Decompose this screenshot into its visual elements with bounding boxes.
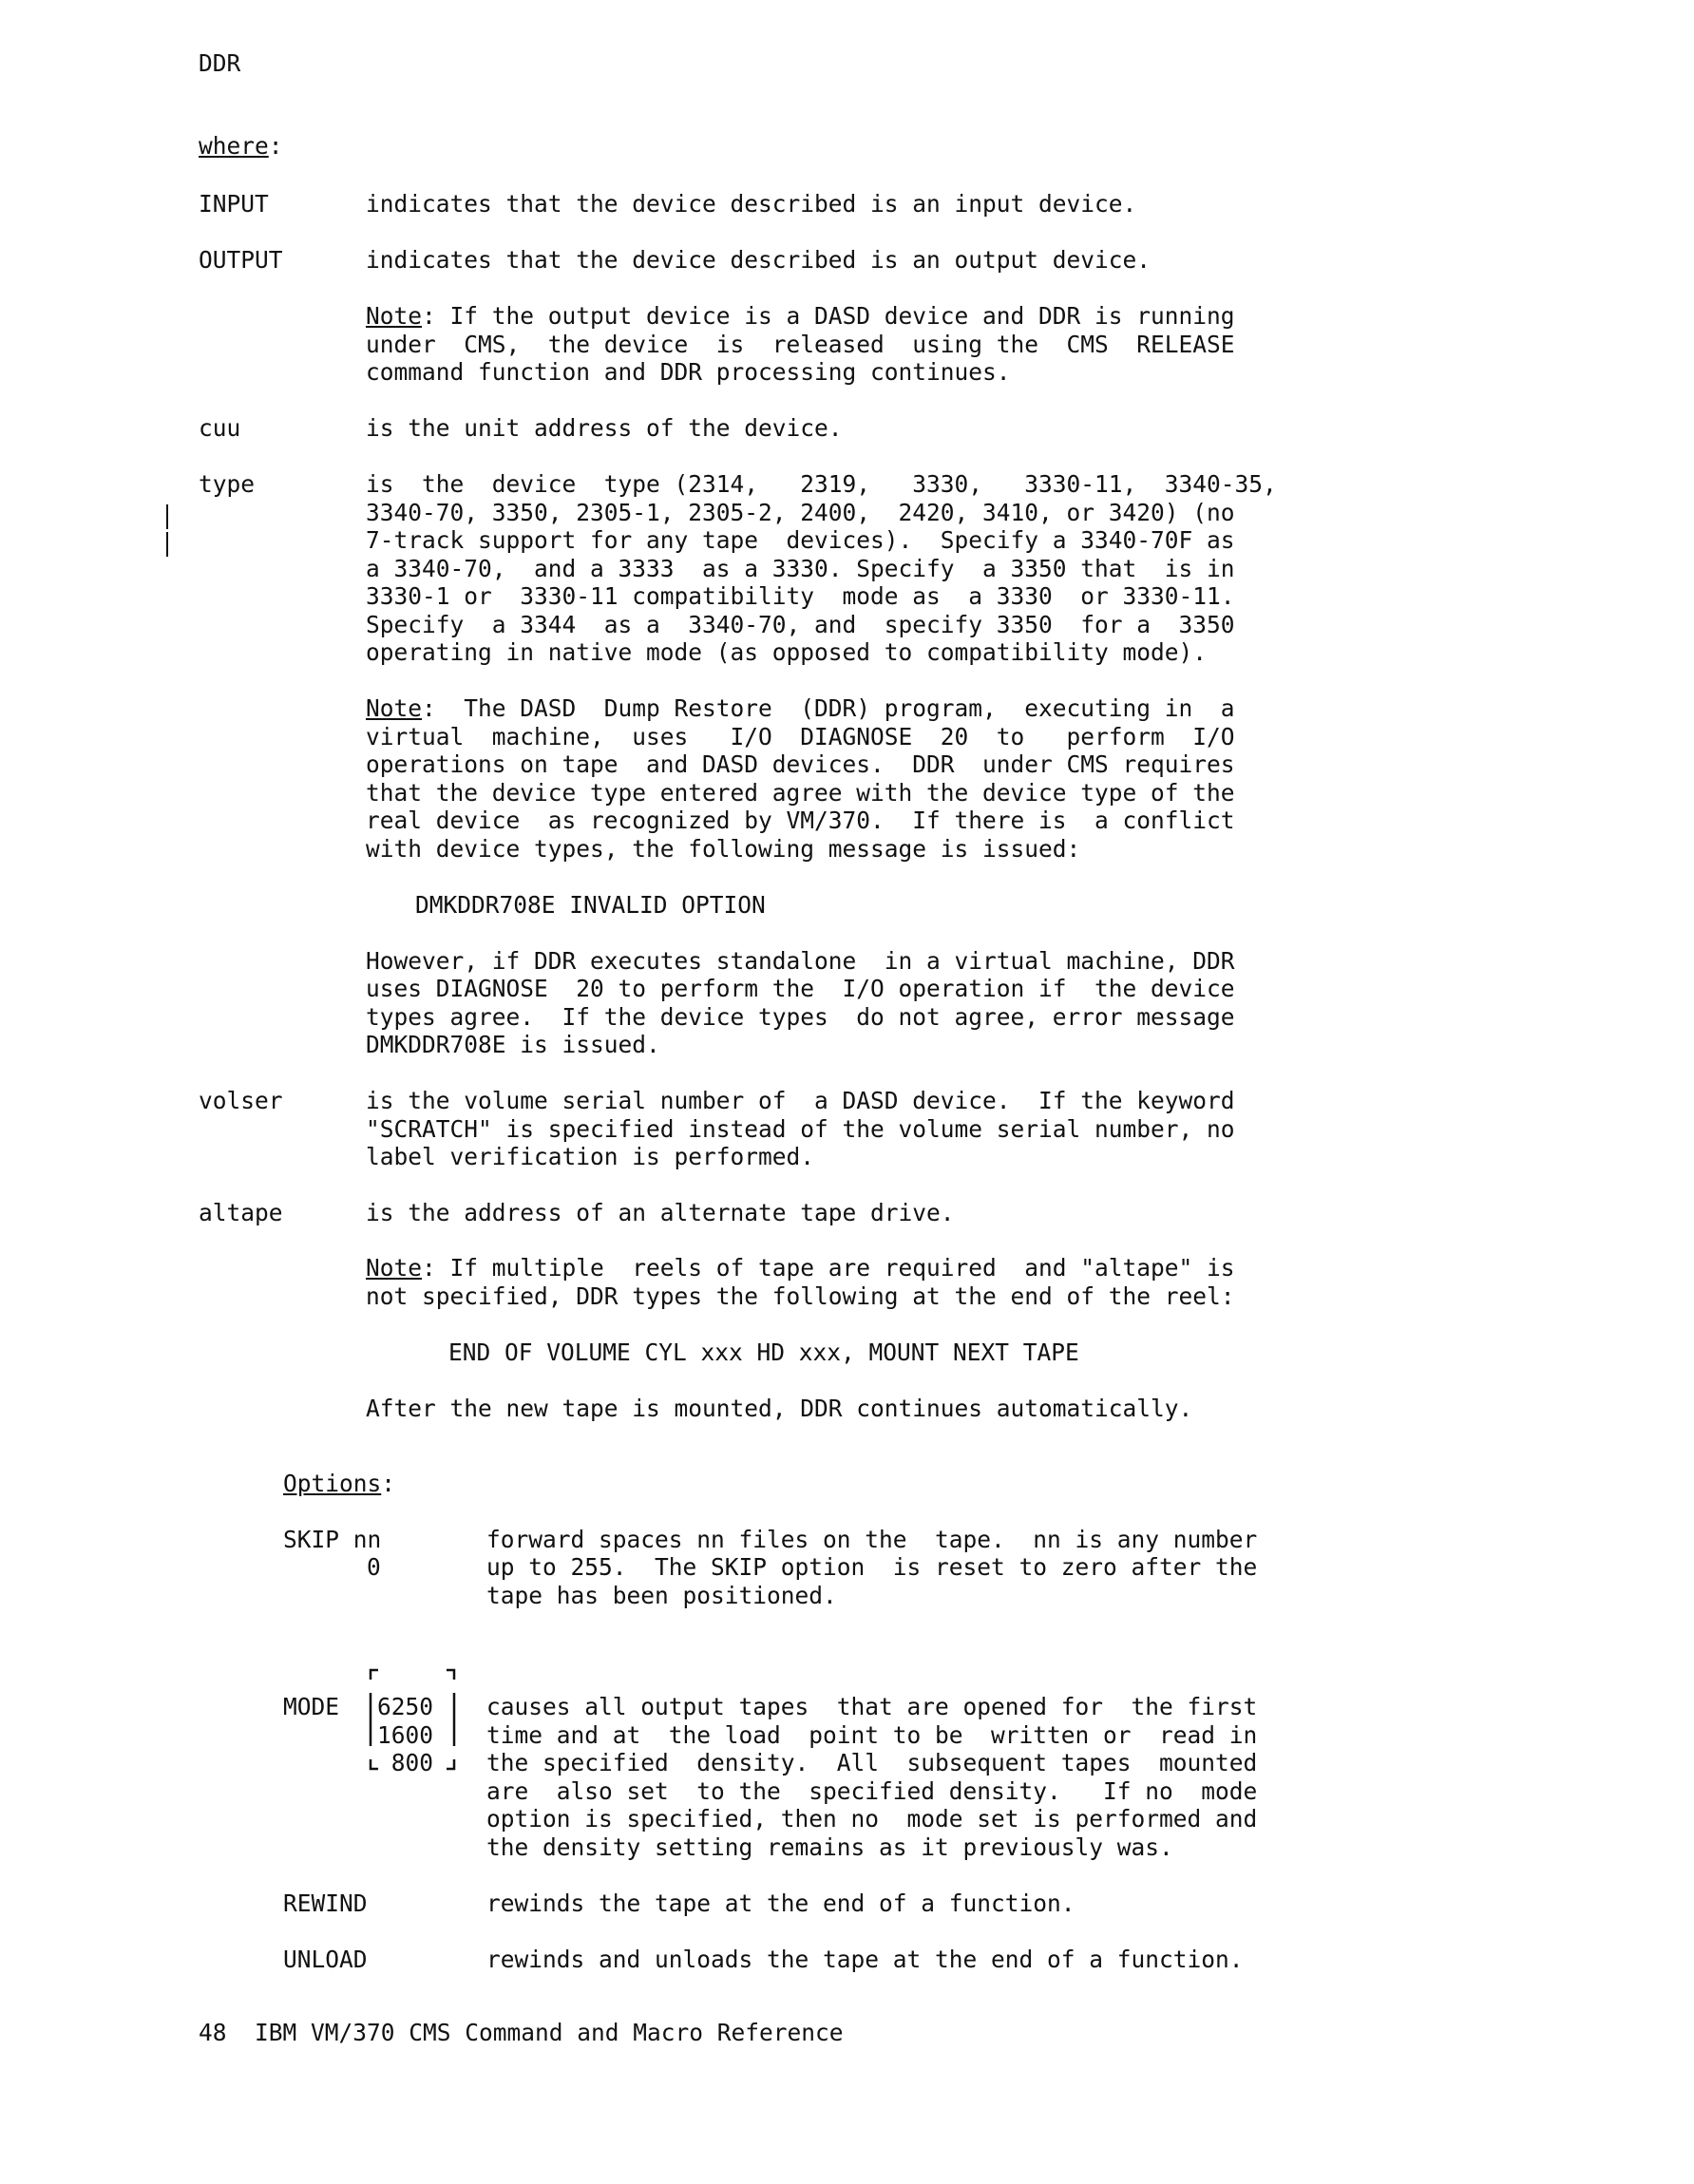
term-output: OUTPUT [199,246,283,274]
mode-desc-line-4: are also set to the specified density. If no mode [486,1777,1258,1805]
book-title: IBM VM/370 CMS Command and Macro Reference [255,2019,844,2046]
altape-followup: After the new tape is mounted, DDR continues automatically. [366,1395,1193,1422]
altape-note-line-1: Note: If multiple reels of tape are required and "altape" is [366,1254,1235,1282]
mode-desc-line-1: causes all output tapes that are opened for the first [486,1693,1258,1720]
mode-value-6250: 6250 [377,1693,434,1720]
option-rewind: REWIND [283,1890,368,1917]
mode-desc-line-5: option is specified, then no mode set is performed and [486,1805,1258,1833]
volser-desc-line-1: is the volume serial number of a DASD device. If the keyword [366,1087,1235,1114]
footer [199,2019,844,2047]
term-altape: altape [199,1199,283,1226]
type-desc-line-5: 3330-1 or 3330-11 compatibility mode as a 3330 or 3330-11. [366,582,1235,610]
type-desc-line-4: a 3340-70, and a 3333 as a 3330. Specify a 3350 that is in [366,555,1235,582]
term-input-desc: indicates that the device described is an input device. [366,190,1137,218]
output-note-label: Note [366,302,423,330]
options-label: Options [283,1470,382,1497]
where-colon: : [268,132,283,160]
term-type: type [199,470,256,498]
mode-desc-line-2: time and at the load point to be written or read in [486,1721,1258,1749]
type-note-line-4: that the device type entered agree with the device type of the [366,779,1235,807]
term-cuu: cuu [199,414,241,442]
altape-note-label: Note [366,1254,423,1282]
skip-desc-line-1: forward spaces nn files on the tape. nn is any number [486,1526,1258,1553]
options-heading [283,1470,395,1498]
revision-bar [166,504,168,529]
unload-desc: rewinds and unloads the tape at the end of a function. [486,1946,1244,1973]
revision-bar [166,532,168,557]
volser-desc-line-3: label verification is performed. [366,1143,815,1170]
running-head: DDR [199,49,241,77]
mode-desc-line-6: the density setting remains as it previously was. [486,1833,1173,1861]
term-output-desc: indicates that the device described is an output device. [366,246,1152,274]
type-note-line-6: with device types, the following message is issued: [366,835,1081,863]
error-message-code: DMKDDR708E INVALID OPTION [415,891,766,919]
option-unload: UNLOAD [283,1946,368,1973]
term-volser: volser [199,1087,283,1114]
skip-desc-line-2: up to 255. The SKIP option is reset to zero after the [486,1553,1258,1581]
term-input: INPUT [199,190,269,218]
skip-desc-line-3: tape has been positioned. [486,1582,837,1609]
altape-note-line-2: not specified, DDR types the following at the end of the reel: [366,1282,1235,1310]
type-followup-line-1: However, if DDR executes standalone in a virtual machine, DDR [366,947,1235,975]
type-note-line-1: Note: The DASD Dump Restore (DDR) program, executing in a [366,694,1235,722]
page-number: 48 [199,2019,227,2046]
option-mode: MODE [283,1693,340,1720]
term-cuu-desc: is the unit address of the device. [366,414,843,442]
type-followup-line-4: DMKDDR708E is issued. [366,1031,660,1058]
altape-desc: is the address of an alternate tape drive. [366,1199,955,1226]
end-of-volume-message: END OF VOLUME CYL xxx HD xxx, MOUNT NEXT TAPE [448,1339,1079,1366]
where-heading [199,132,283,161]
type-desc-line-7: operating in native mode (as opposed to compatibility mode). [366,638,1208,666]
type-followup-line-2: uses DIAGNOSE 20 to perform the I/O operation if the device [366,975,1235,1002]
mode-desc-line-3: the specified density. All subsequent tapes mounted [486,1749,1258,1776]
output-note-line-1: Note: If the output device is a DASD device and DDR is running [366,302,1235,330]
option-skip: SKIP nn [283,1526,382,1553]
type-desc-line-2: 3340-70, 3350, 2305-1, 2305-2, 2400, 2420, 3410, or 3420) (no [366,499,1235,526]
type-desc-line-6: Specify a 3344 as a 3340-70, and specify 3350 for a 3350 [366,611,1235,638]
output-note-line-2: under CMS, the device is released using the CMS RELEASE [366,331,1235,358]
option-skip-default: 0 [367,1553,381,1581]
rewind-desc: rewinds the tape at the end of a function. [486,1890,1075,1917]
type-desc-line-3: 7-track support for any tape devices). Specify a 3340-70F as [366,526,1235,554]
volser-desc-line-2: "SCRATCH" is specified instead of the volume serial number, no [366,1115,1235,1143]
type-desc-line-1: is the device type (2314, 2319, 3330, 3330-11, 3340-35, [366,470,1277,498]
where-label: where [199,132,269,160]
type-note-label: Note [366,694,423,722]
type-note-line-5: real device as recognized by VM/370. If there is a conflict [366,807,1235,834]
mode-value-1600: 1600 [377,1721,434,1749]
type-note-line-3: operations on tape and DASD devices. DDR under CMS requires [366,750,1235,778]
output-note-line-3: command function and DDR processing continues. [366,358,1011,386]
options-colon: : [381,1470,396,1497]
type-note-line-2: virtual machine, uses I/O DIAGNOSE 20 to perform I/O [366,723,1235,750]
mode-value-800: 800 [377,1749,434,1776]
type-followup-line-3: types agree. If the device types do not agree, error message [366,1003,1235,1031]
